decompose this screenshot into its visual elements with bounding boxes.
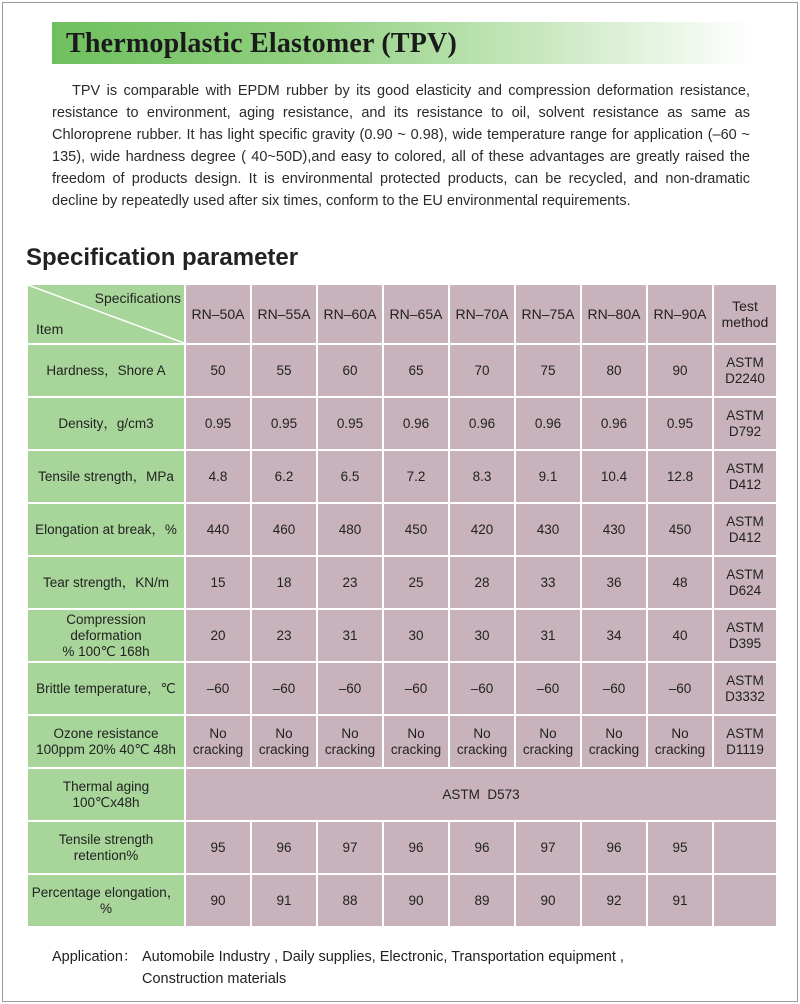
grade-header: RN–55A (251, 284, 317, 344)
value-cell: 8.3 (449, 450, 515, 503)
value-cell: 48 (647, 556, 713, 609)
grade-header: RN–90A (647, 284, 713, 344)
cell-text-line: 100ppm 20% 40℃ 48h (36, 741, 176, 757)
table-row (27, 397, 777, 450)
row-item-label (27, 397, 185, 450)
value-cell: 20 (185, 609, 251, 662)
table-row (27, 715, 777, 768)
value-cell: No cracking (317, 715, 383, 768)
value-cell: No cracking (515, 715, 581, 768)
cell-text-line: Tear strength，KN/m (42, 574, 170, 590)
table-row (27, 609, 777, 662)
table-header-row (27, 284, 777, 344)
value-cell: 420 (449, 503, 515, 556)
row-item-label (27, 609, 185, 662)
table-row (27, 344, 777, 397)
cell-text-line: Ozone resistance (53, 725, 159, 741)
value-cell: 0.95 (317, 397, 383, 450)
test-method-cell (713, 715, 777, 768)
application-list-line: Automobile Industry , Daily supplies, Electronic, Transportation equipment , (142, 949, 624, 965)
cell-text-line: Elongation at break，% (35, 521, 177, 537)
row-item-label (27, 344, 185, 397)
value-cell: 0.96 (449, 397, 515, 450)
value-cell: 12.8 (647, 450, 713, 503)
value-cell: 96 (251, 821, 317, 874)
value-cell: 23 (317, 556, 383, 609)
cell-text-line: Tensile strength (58, 831, 154, 847)
grade-header: RN–75A (515, 284, 581, 344)
value-cell: No cracking (647, 715, 713, 768)
value-cell: 18 (251, 556, 317, 609)
page-title: Thermoplastic Elastomer (TPV) (66, 28, 458, 59)
value-cell: 6.2 (251, 450, 317, 503)
cell-text-line: D792 (728, 423, 762, 439)
test-method-cell (713, 556, 777, 609)
cell-text-line: D395 (728, 635, 762, 651)
value-cell: 0.96 (383, 397, 449, 450)
value-cell: –60 (647, 662, 713, 715)
cell-text-line: % 100℃ 168h (62, 643, 150, 659)
corner-item-label: Item (36, 321, 64, 337)
value-cell: 7.2 (383, 450, 449, 503)
cell-text-line: Brittle temperature，℃ (36, 680, 176, 696)
test-method-header-line: method (721, 314, 769, 330)
value-cell: No cracking (449, 715, 515, 768)
cell-text-line: D412 (728, 529, 762, 545)
test-method-header-line: Test (732, 298, 758, 314)
value-cell: 96 (581, 821, 647, 874)
application-section (52, 946, 624, 990)
cell-text-line: ASTM (726, 354, 764, 370)
table-row (27, 556, 777, 609)
table-row (27, 503, 777, 556)
cell-text-line: ASTM (726, 460, 764, 476)
value-cell: 91 (647, 874, 713, 927)
cell-text-line: retention% (73, 847, 139, 863)
empty-method-cell (713, 874, 777, 927)
test-method-cell (713, 344, 777, 397)
cell-text-line: Percentage elongation， (31, 884, 181, 900)
value-cell: No cracking (581, 715, 647, 768)
value-cell: 30 (383, 609, 449, 662)
value-cell: 9.1 (515, 450, 581, 503)
value-cell: –60 (581, 662, 647, 715)
value-cell: 0.95 (185, 397, 251, 450)
value-cell: 60 (317, 344, 383, 397)
cell-text-line: Compression deformation (66, 611, 146, 643)
cell-text-line: % (99, 900, 112, 916)
value-cell: 33 (515, 556, 581, 609)
cell-text-line: D2240 (725, 370, 765, 386)
row-item-label (27, 874, 185, 927)
intro-paragraph: TPV is comparable with EPDM rubber by its good elasticity and compression deformation resistance, resistance to environment, aging resistance, and its resistance to oil, solvent resistance as same as Chloroprene rubber. It has light specific gravity (0.90 ~ 0.98), wide temperature range for application (–60 ~ 135), wide hardness degree ( 40~50D),and easy to colored, all of these advantages are greatly raised the freedom of products design. It is environmental protected products, can be recycled, and non-dramatic decline by repeatedly used after six times, conform to the EU environmental requirements. (52, 83, 750, 209)
cell-text-line: ASTM (726, 513, 764, 529)
section-heading: Specification parameter (26, 244, 299, 271)
value-cell: 97 (317, 821, 383, 874)
row-item-label (27, 768, 185, 821)
cell-text-line: Density，g/cm3 (58, 415, 154, 431)
value-cell: 88 (317, 874, 383, 927)
value-cell: 34 (581, 609, 647, 662)
row-item-label (27, 556, 185, 609)
value-cell: –60 (515, 662, 581, 715)
cell-text-line: Hardness，Shore A (46, 362, 166, 378)
cell-text-line: ASTM (726, 725, 764, 741)
value-cell: 450 (383, 503, 449, 556)
value-cell: 75 (515, 344, 581, 397)
value-cell: 0.96 (515, 397, 581, 450)
table-row (27, 874, 777, 927)
cell-text-line: 100℃x48h (72, 794, 140, 810)
value-cell: 23 (251, 609, 317, 662)
aging-method-cell: ASTM D573 (185, 768, 777, 821)
value-cell: 40 (647, 609, 713, 662)
grade-header: RN–60A (317, 284, 383, 344)
cell-text-line: D1119 (726, 741, 764, 757)
value-cell: 10.4 (581, 450, 647, 503)
value-cell: 96 (449, 821, 515, 874)
value-cell: 90 (185, 874, 251, 927)
table-row (27, 768, 777, 821)
grade-header: RN–50A (185, 284, 251, 344)
cell-text-line: D3332 (725, 688, 765, 704)
value-cell: 89 (449, 874, 515, 927)
value-cell: No cracking (383, 715, 449, 768)
cell-text-line: ASTM (726, 619, 764, 635)
value-cell: 95 (647, 821, 713, 874)
row-item-label (27, 450, 185, 503)
application-label: Application： (52, 949, 138, 965)
value-cell: 96 (383, 821, 449, 874)
value-cell: 430 (581, 503, 647, 556)
corner-specifications-label: Specifications (94, 290, 181, 306)
value-cell: 25 (383, 556, 449, 609)
value-cell: 4.8 (185, 450, 251, 503)
test-method-header (713, 284, 777, 344)
test-method-cell (713, 609, 777, 662)
value-cell: 28 (449, 556, 515, 609)
grade-header: RN–70A (449, 284, 515, 344)
table-row (27, 450, 777, 503)
row-item-label (27, 821, 185, 874)
cell-text-line: D624 (728, 582, 762, 598)
application-list-line: Construction materials (142, 971, 287, 987)
value-cell: 55 (251, 344, 317, 397)
cell-text-line: Thermal aging (62, 778, 150, 794)
value-cell: –60 (383, 662, 449, 715)
table-row (27, 662, 777, 715)
value-cell: 6.5 (317, 450, 383, 503)
grade-header: RN–65A (383, 284, 449, 344)
test-method-cell (713, 662, 777, 715)
grade-header: RN–80A (581, 284, 647, 344)
value-cell: 36 (581, 556, 647, 609)
value-cell: 65 (383, 344, 449, 397)
cell-text-line: ASTM (726, 407, 764, 423)
value-cell: No cracking (185, 715, 251, 768)
test-method-cell (713, 397, 777, 450)
value-cell: 95 (185, 821, 251, 874)
empty-method-cell (713, 821, 777, 874)
corner-header-cell (27, 284, 185, 344)
value-cell: –60 (449, 662, 515, 715)
value-cell: 0.96 (581, 397, 647, 450)
test-method-cell (713, 503, 777, 556)
value-cell: 92 (581, 874, 647, 927)
value-cell: 90 (515, 874, 581, 927)
value-cell: 430 (515, 503, 581, 556)
cell-text-line: ASTM (726, 672, 764, 688)
row-item-label (27, 503, 185, 556)
value-cell: 50 (185, 344, 251, 397)
value-cell: 70 (449, 344, 515, 397)
specification-table (26, 283, 778, 928)
value-cell: 15 (185, 556, 251, 609)
value-cell: 0.95 (647, 397, 713, 450)
value-cell: 31 (317, 609, 383, 662)
table-row (27, 821, 777, 874)
row-item-label (27, 715, 185, 768)
value-cell: 440 (185, 503, 251, 556)
value-cell: –60 (185, 662, 251, 715)
value-cell: –60 (317, 662, 383, 715)
value-cell: 91 (251, 874, 317, 927)
value-cell: 30 (449, 609, 515, 662)
cell-text-line: Tensile strength，MPa (38, 468, 174, 484)
row-item-label (27, 662, 185, 715)
cell-text-line: ASTM (726, 566, 764, 582)
value-cell: 31 (515, 609, 581, 662)
cell-text-line: D412 (728, 476, 762, 492)
value-cell: 90 (647, 344, 713, 397)
value-cell: 80 (581, 344, 647, 397)
value-cell: 460 (251, 503, 317, 556)
value-cell: –60 (251, 662, 317, 715)
value-cell: 90 (383, 874, 449, 927)
value-cell: 450 (647, 503, 713, 556)
value-cell: No cracking (251, 715, 317, 768)
test-method-cell (713, 450, 777, 503)
value-cell: 97 (515, 821, 581, 874)
value-cell: 0.95 (251, 397, 317, 450)
value-cell: 480 (317, 503, 383, 556)
